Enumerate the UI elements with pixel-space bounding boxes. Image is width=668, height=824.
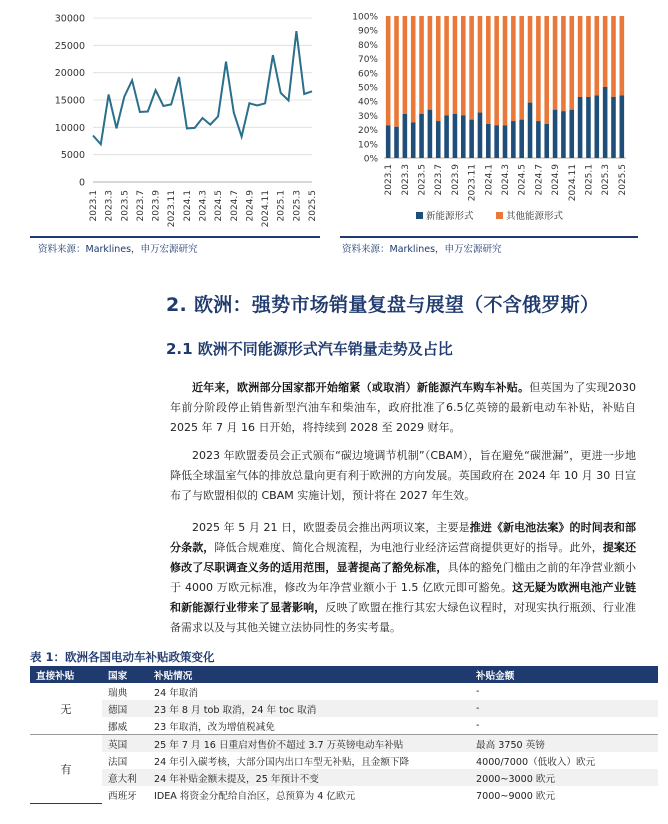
bar-other [586, 16, 591, 97]
x-tick-label: 2025.3 [601, 164, 612, 196]
cell-amount: - [470, 700, 658, 717]
cell-amount: - [470, 683, 658, 700]
right-stacked-bar-chart [340, 4, 640, 232]
th-status: 补贴情况 [148, 666, 470, 683]
bar-nev [611, 97, 616, 158]
x-tick-label: 2024.9 [551, 164, 562, 196]
cell-status: IDEA 将资金分配给自治区，总预算为 4 亿欧元 [148, 786, 470, 803]
p3-a: 2025 年 5 月 21 日，欧盟委员会推出两项议案，主要是 [192, 521, 470, 534]
bar-nev [419, 114, 424, 158]
bar-nev [603, 87, 608, 158]
y-tick-label: 15000 [54, 95, 85, 107]
th-direct-subsidy: 直接补贴 [30, 666, 102, 683]
p3-bold-2: 提案还修改了尽职调查义务的适用范围，显著提高了豁免标准， [170, 541, 637, 574]
left-line-chart [30, 4, 320, 234]
cell-country: 瑞典 [102, 683, 148, 700]
bar-other [478, 16, 483, 113]
bar-other [394, 16, 399, 127]
x-tick-label: 2023.9 [151, 190, 162, 222]
y-tick-label: 5000 [60, 150, 85, 162]
y-tick-label: 25000 [54, 40, 85, 52]
bar-nev [386, 125, 391, 158]
bar-nev [536, 121, 541, 158]
cell-amount: 4000/7000（低收入）欧元 [470, 752, 658, 769]
bar-other [503, 16, 508, 125]
bar-other [453, 16, 458, 114]
table-row [30, 769, 658, 786]
bar-other [578, 16, 583, 97]
x-tick-label: 2023.1 [384, 164, 395, 196]
bar-other [519, 16, 524, 120]
bar-nev [578, 97, 583, 158]
bar-other [603, 16, 608, 87]
th-country: 国家 [102, 666, 148, 683]
x-tick-label: 2023.3 [400, 164, 411, 196]
y-tick-label: 30000 [54, 13, 85, 25]
x-tick-label: 2025.1 [584, 164, 595, 196]
legend-swatch-nev [416, 212, 423, 219]
x-tick-label: 2023.1 [89, 190, 99, 222]
bar-other [611, 16, 616, 97]
paragraph-3 [170, 518, 636, 638]
x-tick-label: 2024.11 [261, 190, 272, 228]
legend-label-other: 其他能源形式 [506, 211, 564, 222]
bar-other [536, 16, 541, 121]
source-rule-left [30, 236, 320, 238]
cell-status: 24 年取消 [148, 683, 470, 700]
y-tick-label: 50% [357, 83, 378, 94]
table-row [30, 752, 658, 769]
bar-nev [561, 111, 566, 158]
x-tick-label: 2024.11 [567, 164, 578, 202]
source-right: 资料来源：Marklines，申万宏源研究 [342, 244, 502, 255]
subsidy-policy-table [30, 666, 658, 804]
bar-other [620, 16, 625, 96]
source-rule-right [340, 236, 638, 238]
bar-other [553, 16, 558, 110]
bar-nev [519, 120, 524, 158]
y-tick-label: 90% [357, 26, 378, 37]
bar-nev [586, 97, 591, 158]
bar-other [436, 16, 441, 121]
x-tick-label: 2024.1 [484, 164, 495, 196]
bar-nev [461, 115, 466, 158]
table-row [30, 700, 658, 717]
x-tick-label: 2024.9 [245, 190, 256, 222]
bar-nev [394, 127, 399, 158]
y-tick-label: 80% [357, 40, 378, 51]
x-tick-label: 2025.3 [292, 190, 303, 222]
bar-nev [544, 124, 549, 158]
cell-country: 英国 [102, 735, 148, 753]
bar-nev [478, 113, 483, 158]
bar-other [411, 16, 416, 123]
cell-amount: 最高 3750 英镑 [470, 735, 658, 753]
p3-e: 反映了欧盟在推行其宏大绿色议程时，对现实执行瓶颈、行业准备需求以及与其他关键立法协同性的务实考量。 [170, 601, 637, 634]
bar-nev [486, 124, 491, 158]
bar-nev [403, 114, 408, 158]
p3-bold-3: 这无疑为欧洲电池产业链和新能源行业带来了显著影响， [170, 581, 636, 614]
y-tick-label: 30% [357, 111, 378, 122]
bar-other [544, 16, 549, 124]
cell-country: 意大利 [102, 769, 148, 786]
cell-amount: - [470, 717, 658, 735]
x-tick-label: 2023.3 [104, 190, 115, 222]
bar-other [403, 16, 408, 114]
p3-c: 降低合规难度、简化合规流程，为电池行业经济运营商提供更好的指导。此外， [214, 541, 603, 554]
bar-nev [469, 120, 474, 158]
x-tick-label: 2025.5 [617, 164, 628, 196]
x-tick-label: 2024.1 [182, 190, 193, 222]
y-tick-label: 70% [357, 55, 378, 66]
x-tick-label: 2025.5 [308, 190, 318, 222]
p3-bold-1: 推进《新电池法案》的时间表和部分条款， [170, 521, 636, 554]
cell-status: 23 年取消，改为增值税减免 [148, 717, 470, 735]
x-tick-label: 2023.7 [135, 190, 146, 222]
y-tick-label: 20% [357, 126, 378, 137]
bar-nev [503, 125, 508, 158]
p3-d: 具体的豁免门槛由之前的年净营业额小于 4000 万欧元标准，修改为年净营业额小于 1.5 亿欧元即可豁免。 [170, 561, 636, 594]
y-tick-label: 10% [357, 140, 378, 151]
bar-other [569, 16, 574, 110]
x-tick-label: 2023.7 [434, 164, 445, 196]
bar-nev [511, 121, 516, 158]
x-tick-label: 2023.5 [120, 190, 131, 222]
y-tick-label: 40% [357, 97, 378, 108]
bar-nev [553, 110, 558, 158]
cell-amount: 7000~9000 欧元 [470, 786, 658, 803]
paragraph-1-rest: 但英国为了实现2030年前分阶段停止销售新型汽油车和柴油车，政府批准了6.5亿英镑的最新电动车补贴，补贴自 2025 年 7 月 16 日开始，将持续到 2028 至 2029 财年。 [170, 381, 636, 434]
bar-other [469, 16, 474, 120]
table-row [30, 786, 658, 803]
bar-nev [436, 121, 441, 158]
bar-other [486, 16, 491, 124]
cell-status: 25 年 7 月 16 日重启对售价不超过 3.7 万英镑电动车补贴 [148, 735, 470, 753]
table-row [30, 717, 658, 735]
bar-nev [620, 96, 625, 158]
paragraph-1 [170, 378, 636, 438]
cell-country: 法国 [102, 752, 148, 769]
table-caption: 表 1：欧洲各国电动车补贴政策变化 [30, 650, 215, 664]
bar-nev [494, 125, 499, 158]
bar-nev [528, 103, 533, 158]
source-left: 资料来源：Marklines，申万宏源研究 [38, 244, 198, 255]
bar-other [461, 16, 466, 115]
bar-other [494, 16, 499, 125]
bar-other [561, 16, 566, 111]
bar-other [428, 16, 433, 110]
bar-nev [453, 114, 458, 158]
section-title: 2. 欧洲：强势市场销量复盘与展望（不含俄罗斯） [166, 294, 600, 316]
legend-swatch-other [496, 212, 503, 219]
legend-label-nev: 新能源形式 [426, 211, 474, 222]
cell-status: 23 年 8 月 tob 取消，24 年 toc 取消 [148, 700, 470, 717]
bar-other [511, 16, 516, 121]
subsection-title: 2.1 欧洲不同能源形式汽车销量走势及占比 [166, 340, 453, 358]
y-tick-label: 0 [78, 177, 85, 189]
table-row [30, 735, 658, 753]
group-cell-none: 无 [30, 683, 102, 735]
bar-nev [428, 110, 433, 158]
y-tick-label: 60% [357, 69, 378, 80]
cell-country: 德国 [102, 700, 148, 717]
bar-nev [444, 115, 449, 158]
paragraph-1-bold: 近年来，欧洲部分国家都开始缩紧（或取消）新能源汽车购车补贴。 [192, 381, 530, 394]
cell-amount: 2000~3000 欧元 [470, 769, 658, 786]
cell-country: 挪威 [102, 717, 148, 735]
x-tick-label: 2023.9 [450, 164, 461, 196]
x-tick-label: 2024.5 [214, 190, 225, 222]
group-cell-yes: 有 [30, 735, 102, 804]
cell-country: 西班牙 [102, 786, 148, 803]
y-tick-label: 0% [363, 154, 378, 165]
cell-status: 24 年引入碳考核，大部分国内出口车型无补贴，且金额下降 [148, 752, 470, 769]
x-tick-label: 2024.3 [501, 164, 511, 196]
bar-other [528, 16, 533, 103]
y-tick-label: 10000 [54, 122, 85, 134]
bar-nev [569, 110, 574, 158]
bar-other [386, 16, 391, 125]
bar-other [419, 16, 424, 114]
y-tick-label: 20000 [54, 68, 85, 80]
x-tick-label: 2023.5 [417, 164, 428, 196]
x-tick-label: 2024.3 [198, 190, 209, 222]
x-tick-label: 2024.5 [517, 164, 528, 196]
x-tick-label: 2024.7 [229, 190, 240, 222]
table-header-row [30, 666, 658, 683]
th-amount: 补贴金额 [470, 666, 658, 683]
paragraph-2: 2023 年欧盟委员会正式颁布“碳边境调节机制”（CBAM），旨在避免“碳泄漏”，更进一步地降低全球温室气体的排放总量向更有利于欧洲的方向发展。英国政府在 2024 年 10 月 30 日宣布了与欧盟相似的 CBAM 实施计划，预计将在 2027 年生效。 [170, 449, 636, 502]
x-tick-label: 2023.11 [467, 164, 478, 202]
x-tick-label: 2023.11 [167, 190, 178, 228]
bar-other [444, 16, 449, 115]
x-tick-label: 2024.7 [534, 164, 545, 196]
bar-nev [594, 96, 599, 158]
y-tick-label: 100% [352, 12, 378, 23]
bar-other [594, 16, 599, 96]
table-row [30, 683, 658, 700]
bar-nev [411, 123, 416, 159]
cell-status: 24 年补贴金额未提及，25 年预计不变 [148, 769, 470, 786]
x-tick-label: 2025.1 [276, 190, 287, 222]
